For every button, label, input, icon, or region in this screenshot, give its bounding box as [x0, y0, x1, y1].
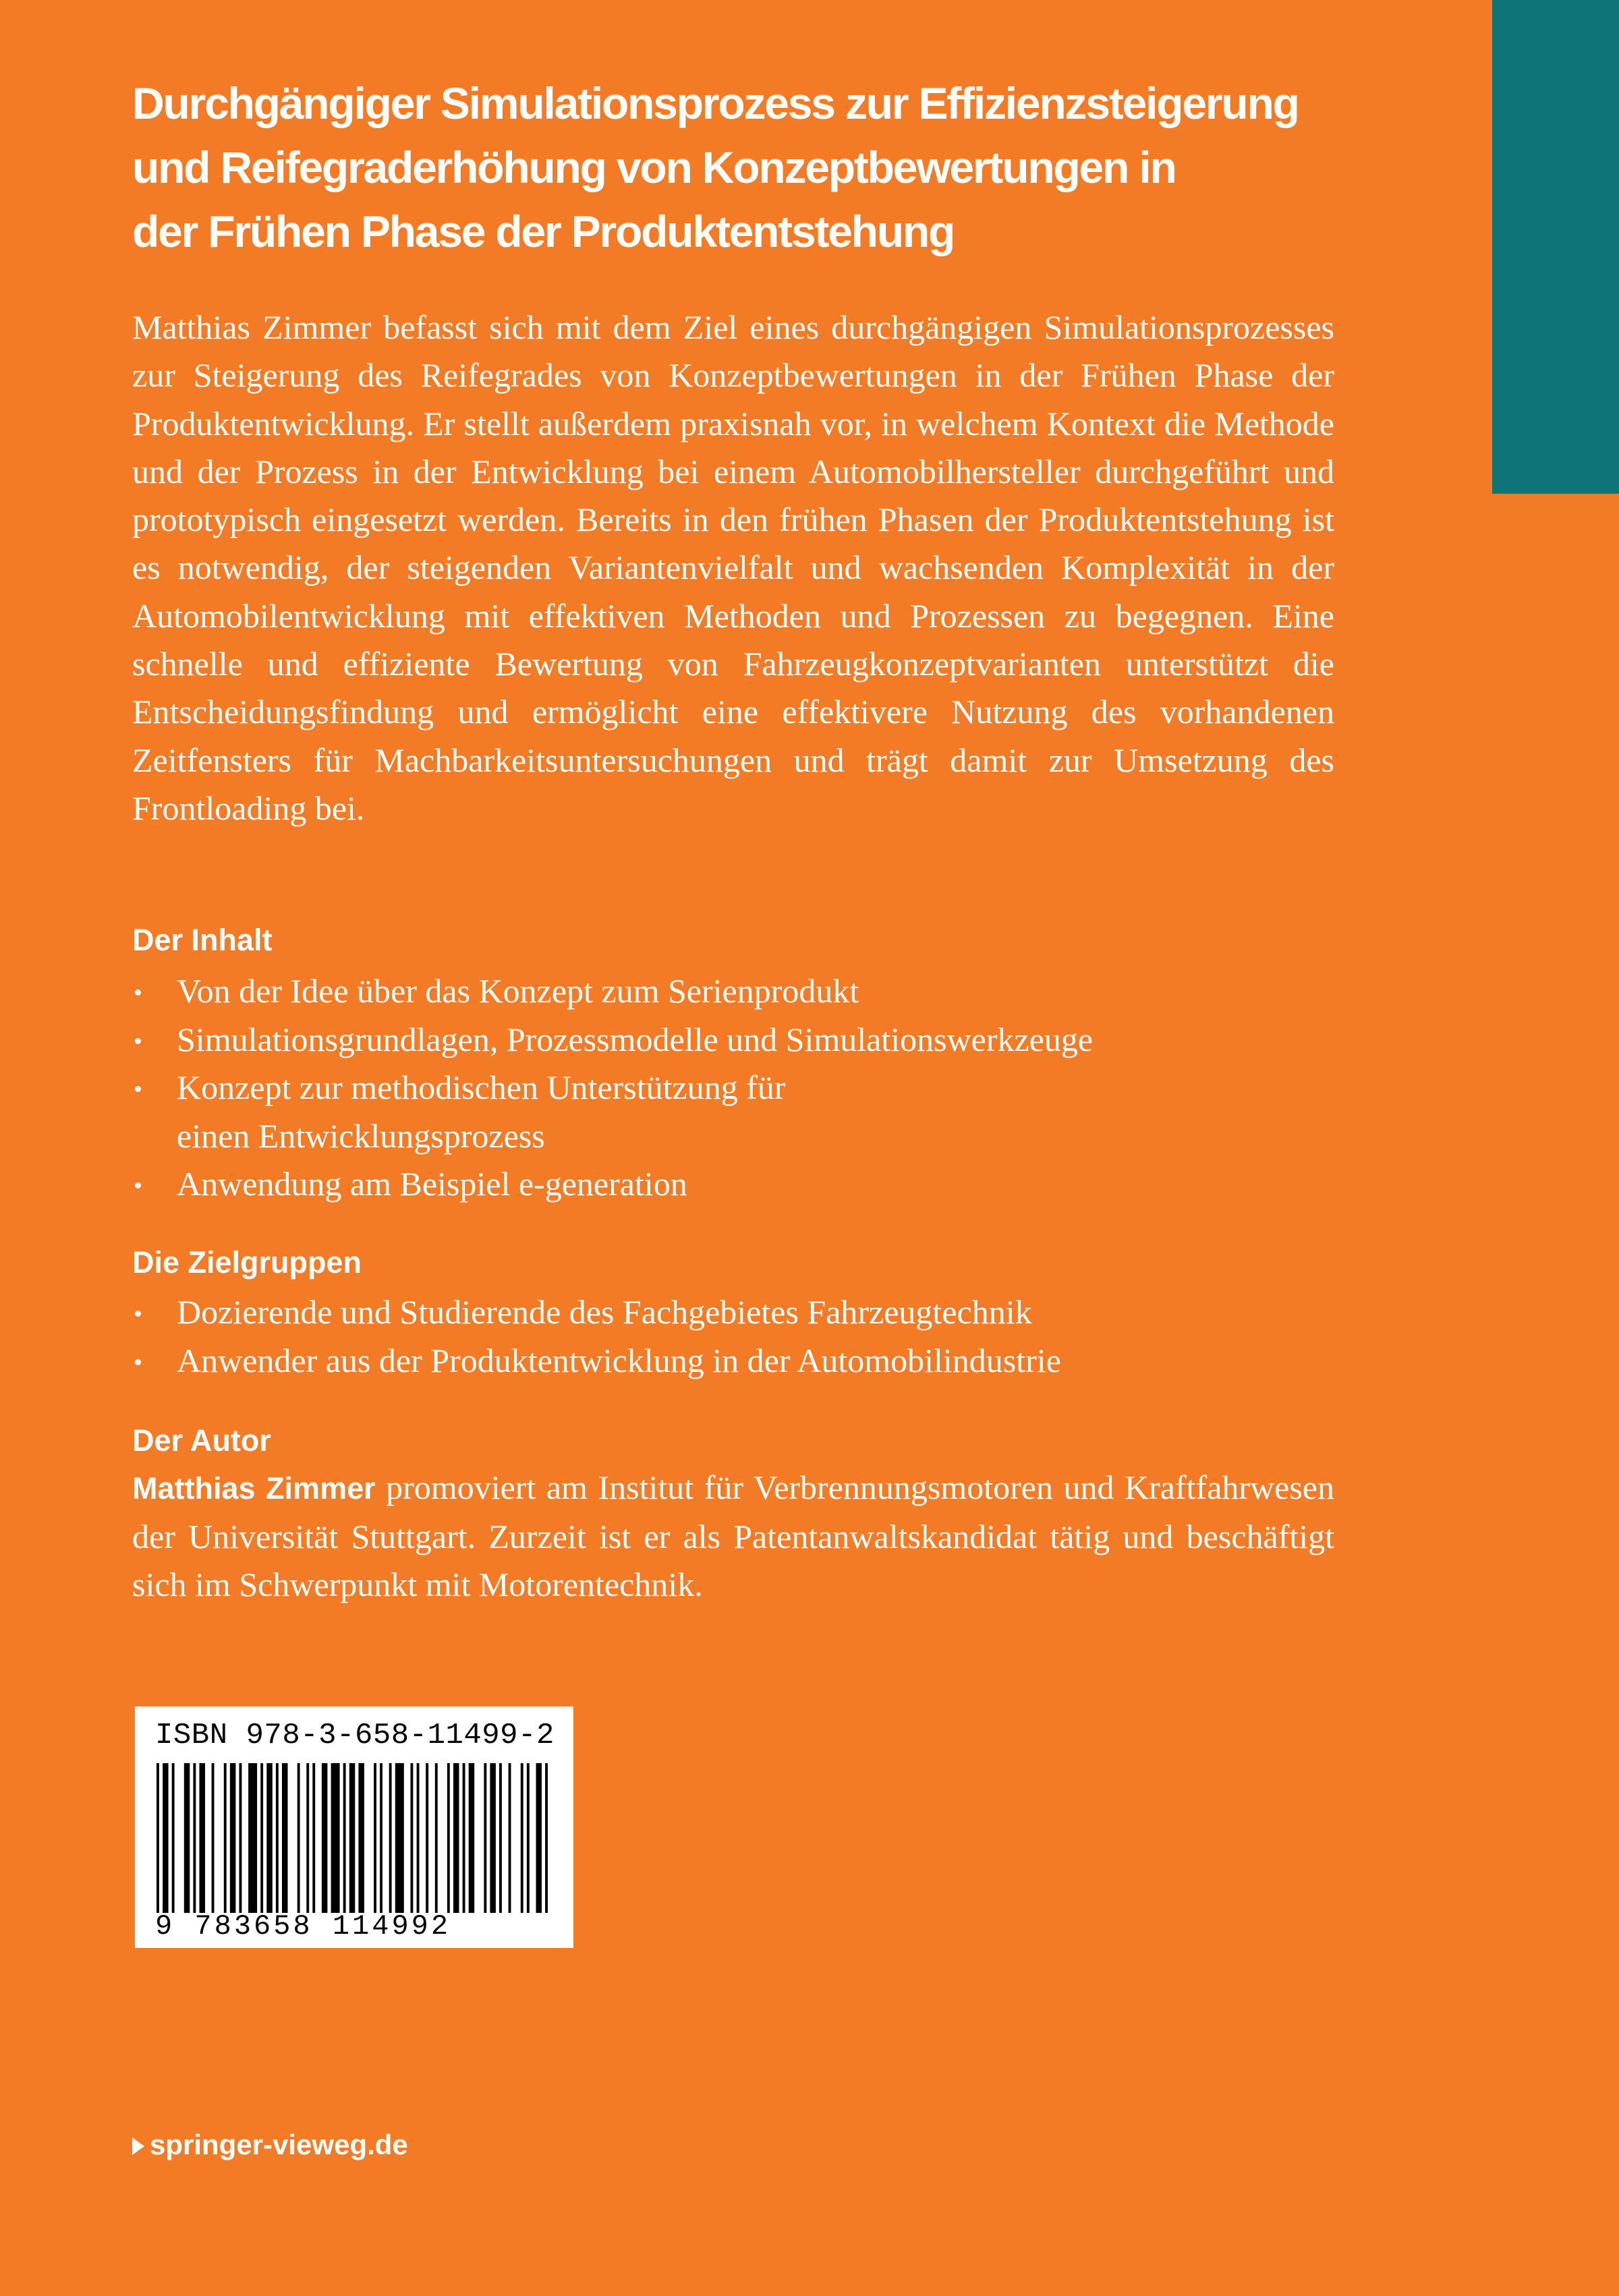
- barcode-bar: [260, 1763, 263, 1913]
- list-item: Anwendung am Beispiel e-generation: [132, 1160, 1093, 1209]
- teal-color-tab: [1492, 0, 1619, 494]
- barcode-bar: [545, 1763, 548, 1913]
- barcode-bar: [297, 1763, 300, 1913]
- author-bio: [132, 1464, 1334, 1609]
- barcode-bar: [463, 1763, 465, 1913]
- list-item: Simulationsgrundlagen, Prozessmodelle und Simulationswerkzeuge: [132, 1016, 1093, 1064]
- abstract-paragraph: Matthias Zimmer befasst sich mit dem Ziel eines durchgängigen Simulationsprozesses zur Steigerung des Reifegrades von Konzeptbewertungen in der Frühen Phase der Produktentwicklung. Er stellt außerdem praxisnah vor, in welchem Kontext die Methode und der Prozess in der Entwicklung bei einem Automobilhersteller durchgeführt und prototypisch eingesetzt werden. Bereits in den frühen Phasen der Produktentstehung ist es notwendig, der steigenden Variantenvielfalt und wachsenden Komplexität in der Automobilentwicklung mit effektiven Methoden und Prozessen zu begegnen. Eine schnelle und effiziente Bewertung von Fahrzeugkonzeptvarianten unterstützt die Entscheidungsfindung und ermöglicht eine effektivere Nutzung des vorhandenen Zeitfensters für Machbarkeitsuntersuchungen und trägt damit zur Umsetzung des Frontloading bei.: [132, 308, 1334, 827]
- list-item: Dozierende und Studierende des Fachgebietes Fahrzeugtechnik: [132, 1288, 1061, 1337]
- barcode-bar: [184, 1763, 190, 1913]
- barcode-bar: [282, 1763, 288, 1913]
- barcode-bar: [490, 1763, 496, 1913]
- list-item: Konzept zur methodischen Unterstützung für einen Entwicklungsprozess: [132, 1064, 1093, 1160]
- barcode-bar: [426, 1763, 428, 1913]
- list-item: Von der Idee über das Konzept zum Serienprodukt: [132, 967, 1093, 1016]
- barcode-bar: [469, 1763, 475, 1913]
- book-title: [132, 71, 1468, 264]
- barcode-bar: [536, 1763, 542, 1913]
- barcode-bar: [157, 1763, 159, 1913]
- barcode-bar: [248, 1763, 257, 1913]
- barcode-bar: [527, 1763, 530, 1913]
- barcode-bar: [163, 1763, 169, 1913]
- publisher-url: springer-vieweg.de: [150, 2129, 408, 2160]
- barcode-bar: [453, 1763, 459, 1913]
- barcode-bar: [411, 1763, 414, 1913]
- barcode-bar: [389, 1763, 392, 1913]
- barcode-bar: [435, 1763, 438, 1913]
- barcode-bar: [331, 1763, 340, 1913]
- barcode-bar: [276, 1763, 279, 1913]
- contents-list: [132, 967, 1093, 1209]
- barcode-bar: [395, 1763, 404, 1913]
- barcode-bar: [374, 1763, 376, 1913]
- barcode-bar: [193, 1763, 196, 1913]
- barcode-bar: [447, 1763, 450, 1913]
- arrow-right-icon: [132, 2137, 144, 2155]
- barcode-bar: [306, 1763, 309, 1913]
- barcode-bar: [417, 1763, 420, 1913]
- title-line: Durchgängiger Simulationsprozess zur Effizienzsteigerung: [132, 78, 1299, 128]
- audience-list: [132, 1288, 1061, 1385]
- barcode-bar: [521, 1763, 523, 1913]
- isbn-label: ISBN 978-3-658-11499-2: [155, 1719, 555, 1752]
- publisher-link[interactable]: [132, 2129, 408, 2161]
- barcode-bar: [484, 1763, 486, 1913]
- barcode-panel: [135, 1706, 573, 1948]
- author-heading: Der Autor: [132, 1423, 271, 1458]
- author-name: Matthias Zimmer: [132, 1471, 376, 1505]
- barcode-bar: [266, 1763, 273, 1913]
- title-line: und Reifegraderhöhung von Konzeptbewertungen in: [132, 142, 1176, 192]
- barcode-bar: [380, 1763, 382, 1913]
- barcode-bar: [224, 1763, 227, 1913]
- barcode-bar: [200, 1763, 206, 1913]
- barcode-bar: [358, 1763, 364, 1913]
- barcode-digits: 9 783658 114992: [155, 1910, 451, 1943]
- list-item: Anwender aus der Produktentwicklung in der Automobilindustrie: [132, 1337, 1061, 1385]
- author-bio-text: promoviert am Institut für Verbrennungsmotoren und Kraftfahrwesen der Universität Stuttgart. Zurzeit ist er als Patentanwaltskandidat tätig und beschäftigt sich im Schwerpunkt mit Motorentechnik.: [132, 1468, 1334, 1603]
- barcode-bar: [212, 1763, 215, 1913]
- audience-heading: Die Zielgruppen: [132, 1245, 362, 1280]
- contents-heading: Der Inhalt: [132, 923, 273, 957]
- barcode-bar: [343, 1763, 346, 1913]
- barcode-bar: [239, 1763, 242, 1913]
- barcode-bar: [509, 1763, 511, 1913]
- barcode-bar: [312, 1763, 315, 1913]
- barcode-bar: [499, 1763, 502, 1913]
- barcode-icon: [157, 1763, 555, 1913]
- barcode-bar: [349, 1763, 356, 1913]
- title-line: der Frühen Phase der Produktentstehung: [132, 206, 955, 256]
- barcode-bar: [230, 1763, 236, 1913]
- barcode-bar: [322, 1763, 328, 1913]
- barcode-bar: [172, 1763, 175, 1913]
